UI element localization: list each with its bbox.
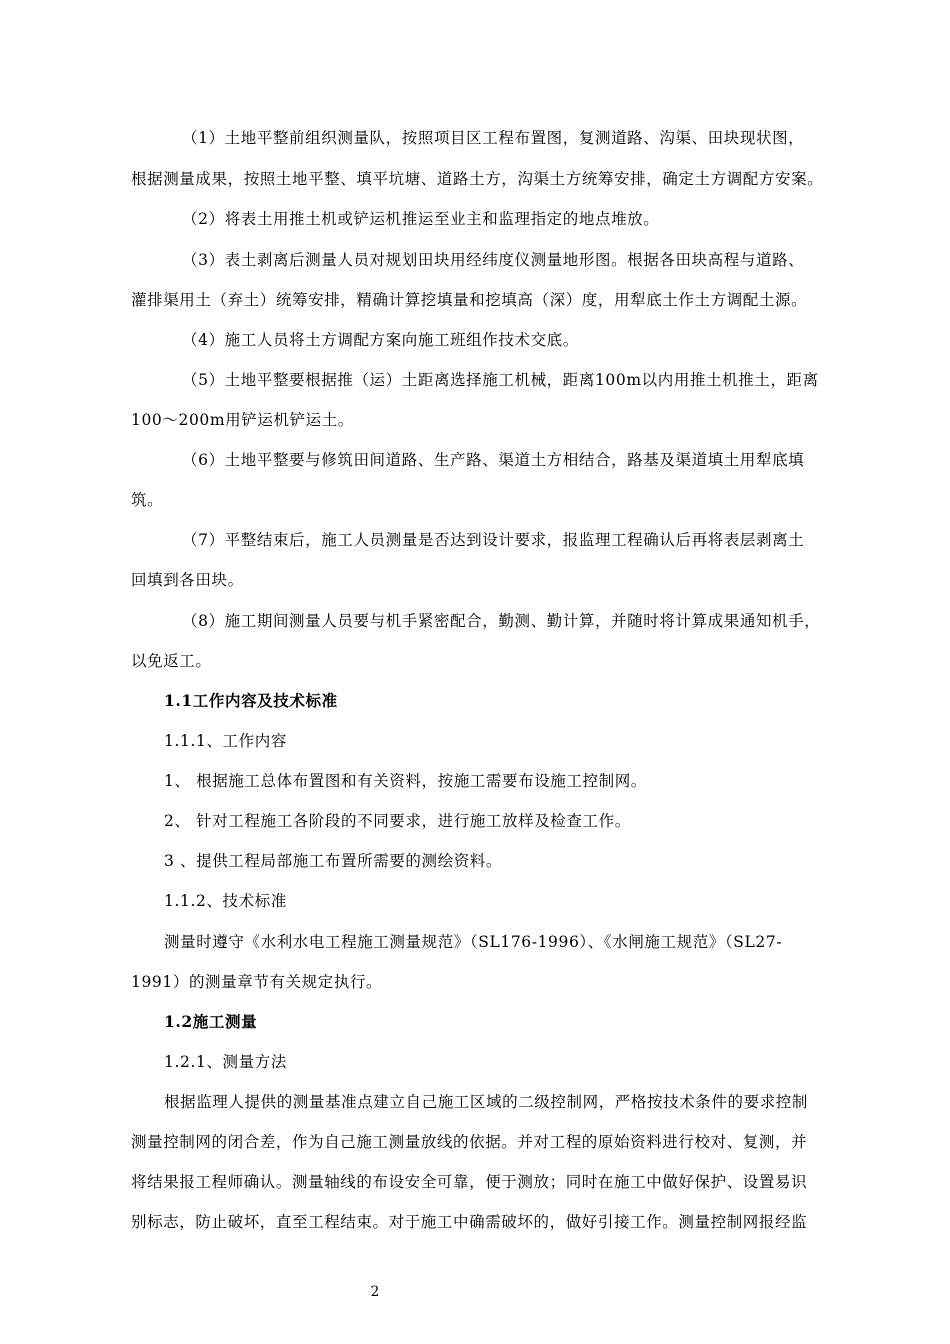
section-heading: 1.2施工测量 xyxy=(164,1012,258,1031)
page-number: 2 xyxy=(370,1284,380,1300)
paragraph-line: 测量时遵守《水利水电工程施工测量规范》（SL176-1996）、《水闸施工规范》（SL27- xyxy=(164,933,783,951)
paragraph-line: 筑。 xyxy=(131,491,164,509)
paragraph-line: 100～200m用铲运机铲运土。 xyxy=(131,411,354,429)
paragraph-line: 灌排渠用土（弃土）统筹安排，精确计算挖填量和挖填高（深）度，用犁底土作土方调配土源。 xyxy=(131,291,808,309)
subsection-heading: 1.1.1、工作内容 xyxy=(164,732,287,750)
paragraph-line: （1）土地平整前组织测量队，按照项目区工程布置图，复测道路、沟渠、田块现状图， xyxy=(182,129,805,147)
paragraph-line: 以免返工。 xyxy=(131,652,212,670)
subsection-heading: 1.2.1、测量方法 xyxy=(164,1053,287,1071)
paragraph-line: （7）平整结束后，施工人员测量是否达到设计要求，报监理工程确认后再将表层剥离土 xyxy=(182,531,805,549)
paragraph-line: 1991）的测量章节有关规定执行。 xyxy=(131,973,383,991)
paragraph-line: 根据测量成果，按照土地平整、填平坑塘、道路土方，沟渠土方统筹安排，确定土方调配方安案。 xyxy=(131,170,824,188)
paragraph-line: （4）施工人员将土方调配方案向施工班组作技术交底。 xyxy=(182,331,579,349)
paragraph-line: （8）施工期间测量人员要与机手紧密配合，勤测、勤计算，并随时将计算成果通知机手， xyxy=(182,612,821,630)
paragraph-line: （5）土地平整要根据推（运）土距离选择施工机械，距离100m以内用推土机推土，距离 xyxy=(182,371,819,389)
section-heading: 1.1工作内容及技术标准 xyxy=(164,691,338,710)
paragraph-line: 根据监理人提供的测量基准点建立自己施工区域的二级控制网，严格按技术条件的要求控制 xyxy=(164,1093,809,1111)
paragraph-line: 回填到各田块。 xyxy=(131,571,244,589)
paragraph-line: （2）将表土用推土机或铲运机推运至业主和监理指定的地点堆放。 xyxy=(182,210,660,228)
paragraph-line: （3）表土剥离后测量人员对规划田块用经纬度仪测量地形图。根据各田块高程与道路、 xyxy=(182,251,805,269)
paragraph-line: 别标志，防止破坏，直至工程结束。对于施工中确需破坏的，做好引接工作。测量控制网报经监 xyxy=(131,1213,808,1231)
paragraph-line: （6）土地平整要与修筑田间道路、生产路、渠道土方相结合，路基及渠道填土用犁底填 xyxy=(182,451,805,469)
subsection-heading: 1.1.2、技术标准 xyxy=(164,892,287,910)
paragraph-line: 将结果报工程师确认。测量轴线的布设安全可靠，便于测放；同时在施工中做好保护、设置易识 xyxy=(131,1173,808,1191)
list-item: 1、 根据施工总体布置图和有关资料，按施工需要布设施工控制网。 xyxy=(164,772,647,790)
list-item: 3 、提供工程局部施工布置所需要的测绘资料。 xyxy=(164,852,502,870)
paragraph-line: 测量控制网的闭合差，作为自己施工测量放线的依据。并对工程的原始资料进行校对、复测，并 xyxy=(131,1133,808,1151)
list-item: 2、 针对工程施工各阶段的不同要求，进行施工放样及检查工作。 xyxy=(164,812,631,830)
